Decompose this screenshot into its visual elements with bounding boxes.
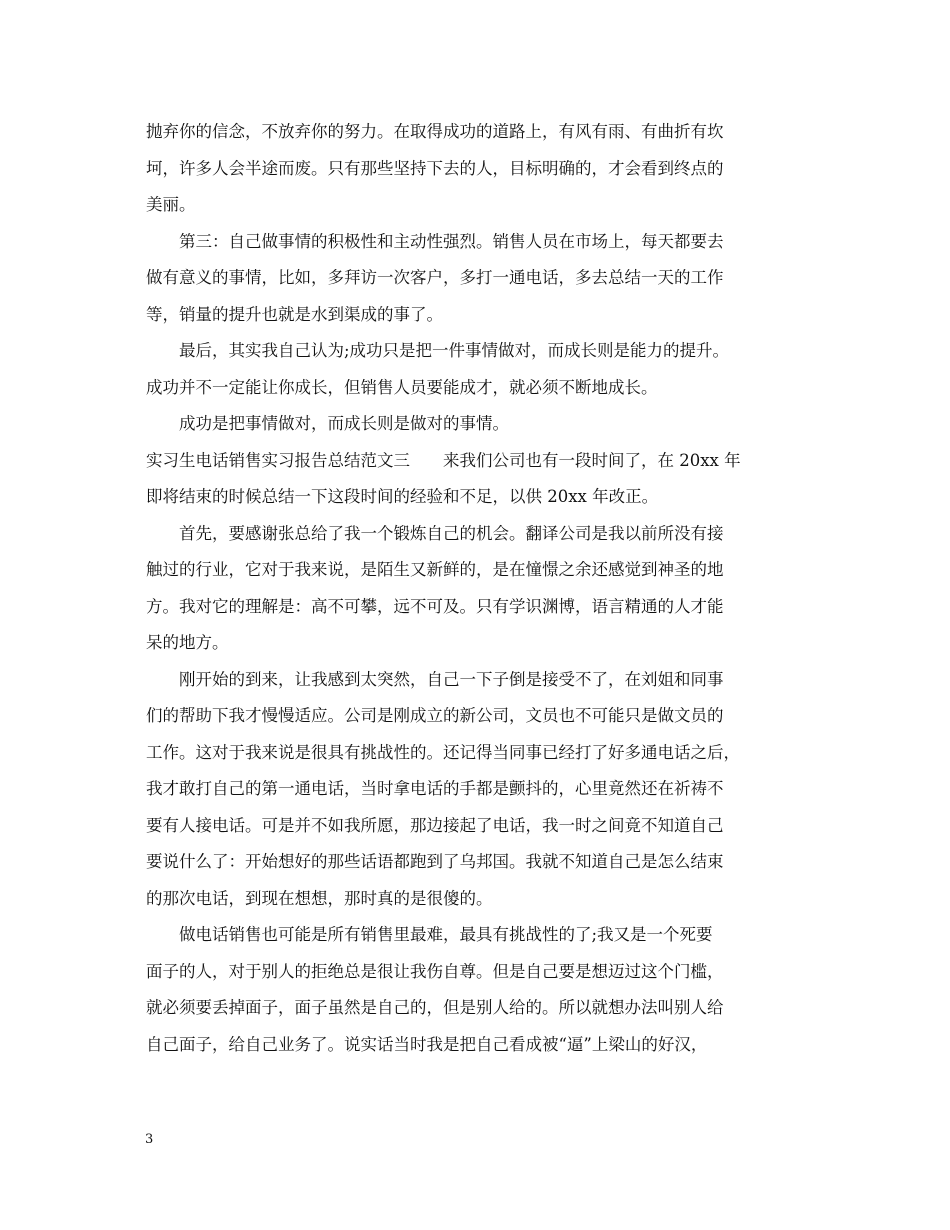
- text-line: 最后，其实我自己认为;成功只是把一件事情做对，而成长则是能力的提升。: [146, 341, 730, 360]
- text-line: 们的帮助下我才慢慢适应。公司是刚成立的新公司，文员也不可能只是做文员的: [146, 706, 724, 725]
- text-line: 就必须要丢掉面子，面子虽然是自己的，但是别人给的。所以就想办法叫别人给: [146, 998, 724, 1017]
- text-line: 要说什么了：开始想好的那些话语都跑到了乌邦国。我就不知道自己是怎么结束: [146, 852, 724, 871]
- text-line: 美丽。: [146, 195, 196, 214]
- text-line: 第三：自己做事情的积极性和主动性强烈。销售人员在市场上，每天都要去: [146, 231, 724, 251]
- text-line: 工作。这对于我来说是很具有挑战性的。还记得当同事已经打了好多通电话之后，: [146, 742, 740, 762]
- text-line: 要有人接电话。可是并不如我所愿，那边接起了电话，我一时之间竟不知道自己: [146, 815, 724, 835]
- text-line: 成功是把事情做对，而成长则是做对的事情。: [146, 414, 509, 433]
- text-line: 做有意义的事情，比如，多拜访一次客户，多打一通电话，多去总结一天的工作: [146, 268, 724, 287]
- text-line: 首先，要感谢张总给了我一个锻炼自己的机会。翻译公司是我以前所没有接: [146, 523, 724, 543]
- text-line: 实习生电话销售实习报告总结范文三 来我们公司也有一段时间了，在 20xx 年: [146, 450, 741, 470]
- text-line: 刚开始的到来，让我感到太突然，自己一下子倒是接受不了，在刘姐和同事: [146, 669, 724, 689]
- text-line: 成功并不一定能让你成长，但销售人员要能成才，就必须不断地成长。: [146, 377, 658, 397]
- text-line: 的那次电话，到现在想想，那时真的是很傻的。: [146, 888, 493, 908]
- text-line: 我才敢打自己的第一通电话，当时拿电话的手都是颤抖的，心里竟然还在祈祷不: [146, 779, 724, 798]
- text-line: 抛弃你的信念，不放弃你的努力。在取得成功的道路上，有风有雨、有曲折有坎: [146, 122, 724, 141]
- text-line: 面子的人，对于别人的拒绝总是很让我伤自尊。但是自己要是想迈过这个门槛，: [146, 961, 724, 981]
- text-line: 坷，许多人会半途而废。只有那些坚持下去的人，目标明确的，才会看到终点的: [146, 158, 724, 178]
- text-line: 呆的地方。: [146, 633, 229, 652]
- text-line: 即将结束的时候总结一下这段时间的经验和不足，以供 20xx 年改正。: [146, 487, 659, 506]
- text-line: 触过的行业，它对于我来说，是陌生又新鲜的，是在憧憬之余还感觉到神圣的地: [146, 560, 724, 579]
- text-line: 方。我对它的理解是：高不可攀，远不可及。只有学识渊博，语言精通的人才能: [146, 596, 724, 616]
- text-line: 做电话销售也可能是所有销售里最难，最具有挑战性的了;我又是一个死要: [146, 925, 713, 944]
- text-line: 等，销量的提升也就是水到渠成的事了。: [146, 304, 443, 324]
- text-line: 自己面子，给自己业务了。说实话当时我是把自己看成被“逼”上梁山的好汉，: [146, 1034, 708, 1054]
- body-text: [146, 114, 810, 1063]
- page-number: 3: [145, 1132, 154, 1147]
